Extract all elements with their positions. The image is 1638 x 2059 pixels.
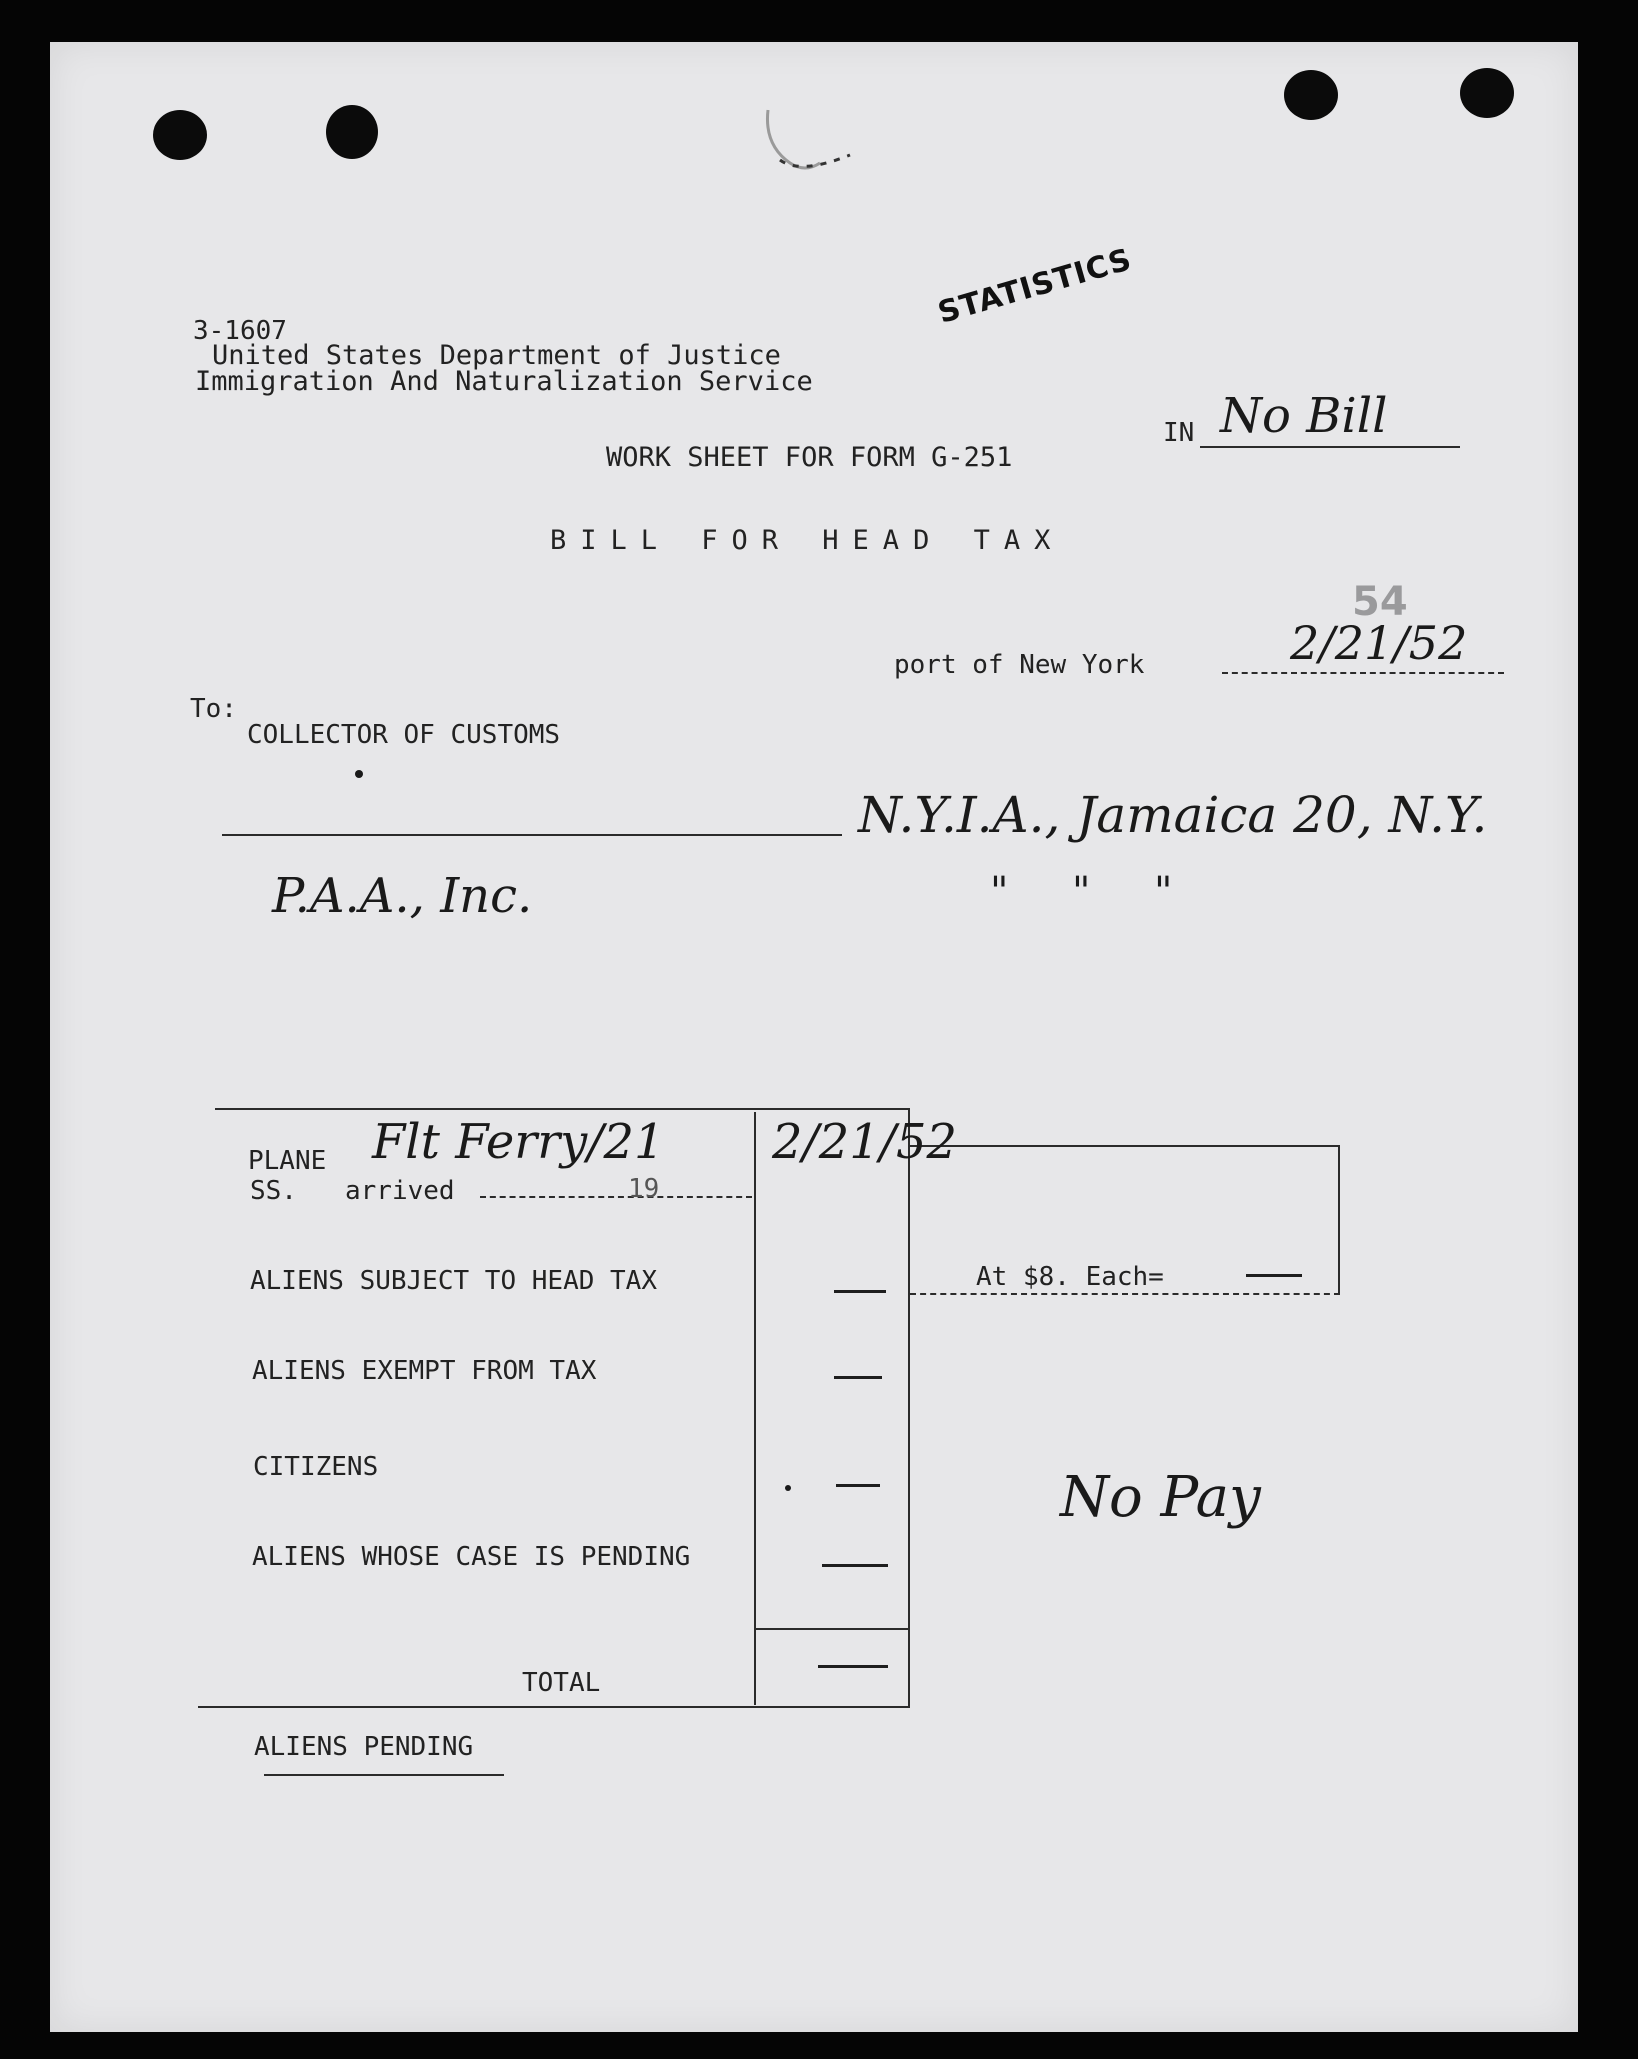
- rate-box-top-rule: [910, 1145, 1340, 1147]
- location-handwritten: N.Y.I.A., Jamaica 20, N.Y.: [858, 786, 1488, 844]
- service-name: Immigration And Naturalization Service: [195, 366, 813, 397]
- punch-hole-top-left-1: [153, 110, 207, 160]
- bill-title: BILL FOR HEAD TAX: [550, 525, 1065, 556]
- bill-date: 2/21/52: [1290, 616, 1468, 670]
- ss-label: SS.: [250, 1176, 297, 1206]
- value-column-left-rule: [754, 1112, 756, 1705]
- arrival-date-handwritten: 2/21/52: [772, 1114, 958, 1170]
- worksheet-title: WORK SHEET FOR FORM G-251: [606, 442, 1013, 473]
- address-line: [222, 834, 842, 836]
- table-second-rule: [480, 1196, 752, 1198]
- rate-value: [1246, 1274, 1302, 1277]
- ditto-marks: " " ": [990, 869, 1173, 915]
- punch-hole-top-left-2: [326, 105, 378, 159]
- form-number: 3-1607: [193, 316, 287, 346]
- row-value-exempt: [834, 1376, 882, 1379]
- in-underline: [1200, 446, 1460, 448]
- row-value-subject-tax: [834, 1290, 886, 1293]
- typewriter-dot: [355, 770, 363, 778]
- table-bottom-rule: [198, 1706, 910, 1708]
- stamp-number: 54: [1352, 579, 1408, 625]
- row-label-exempt: ALIENS EXEMPT FROM TAX: [252, 1356, 597, 1386]
- plane-handwritten: Flt Ferry/21: [372, 1114, 665, 1170]
- statistics-stamp: STATISTICS: [934, 242, 1136, 331]
- rate-box-bottom-rule: [910, 1293, 1340, 1295]
- aliens-pending-underline: [264, 1774, 504, 1776]
- total-label: TOTAL: [522, 1668, 601, 1698]
- row-value-citizens: [836, 1484, 880, 1487]
- citizens-dot: [785, 1485, 791, 1491]
- arrived-label: arrived: [345, 1176, 455, 1206]
- total-separator-rule: [756, 1628, 908, 1630]
- punch-hole-top-right-1: [1284, 70, 1338, 120]
- table-top-rule: [215, 1108, 910, 1110]
- year-prefix: 19: [628, 1174, 660, 1204]
- port-label: port of New York: [894, 650, 1145, 680]
- row-value-pending: [822, 1564, 888, 1567]
- value-column-right-rule: [908, 1108, 910, 1708]
- row-label-subject-tax: ALIENS SUBJECT TO HEAD TAX: [250, 1266, 657, 1296]
- in-label: IN: [1163, 418, 1195, 448]
- row-label-pending: ALIENS WHOSE CASE IS PENDING: [252, 1542, 691, 1572]
- no-pay-note: No Pay: [1060, 1465, 1261, 1530]
- row-label-citizens: CITIZENS: [253, 1452, 379, 1482]
- rate-box-right-rule: [1338, 1145, 1340, 1295]
- in-handwritten-value: No Bill: [1220, 388, 1388, 444]
- date-underline: [1222, 672, 1504, 674]
- smudge-mark: [760, 105, 880, 195]
- department-name: United States Department of Justice: [212, 340, 781, 371]
- recipient-name: COLLECTOR OF CUSTOMS: [247, 720, 561, 750]
- rate-label: At $8. Each=: [976, 1262, 1164, 1292]
- aliens-pending-label: ALIENS PENDING: [254, 1732, 474, 1762]
- to-label: To:: [190, 694, 237, 724]
- company-handwritten: P.A.A., Inc.: [272, 868, 533, 924]
- plane-label: PLANE: [248, 1146, 327, 1176]
- punch-hole-top-right-2: [1460, 68, 1514, 118]
- total-value: [818, 1665, 888, 1668]
